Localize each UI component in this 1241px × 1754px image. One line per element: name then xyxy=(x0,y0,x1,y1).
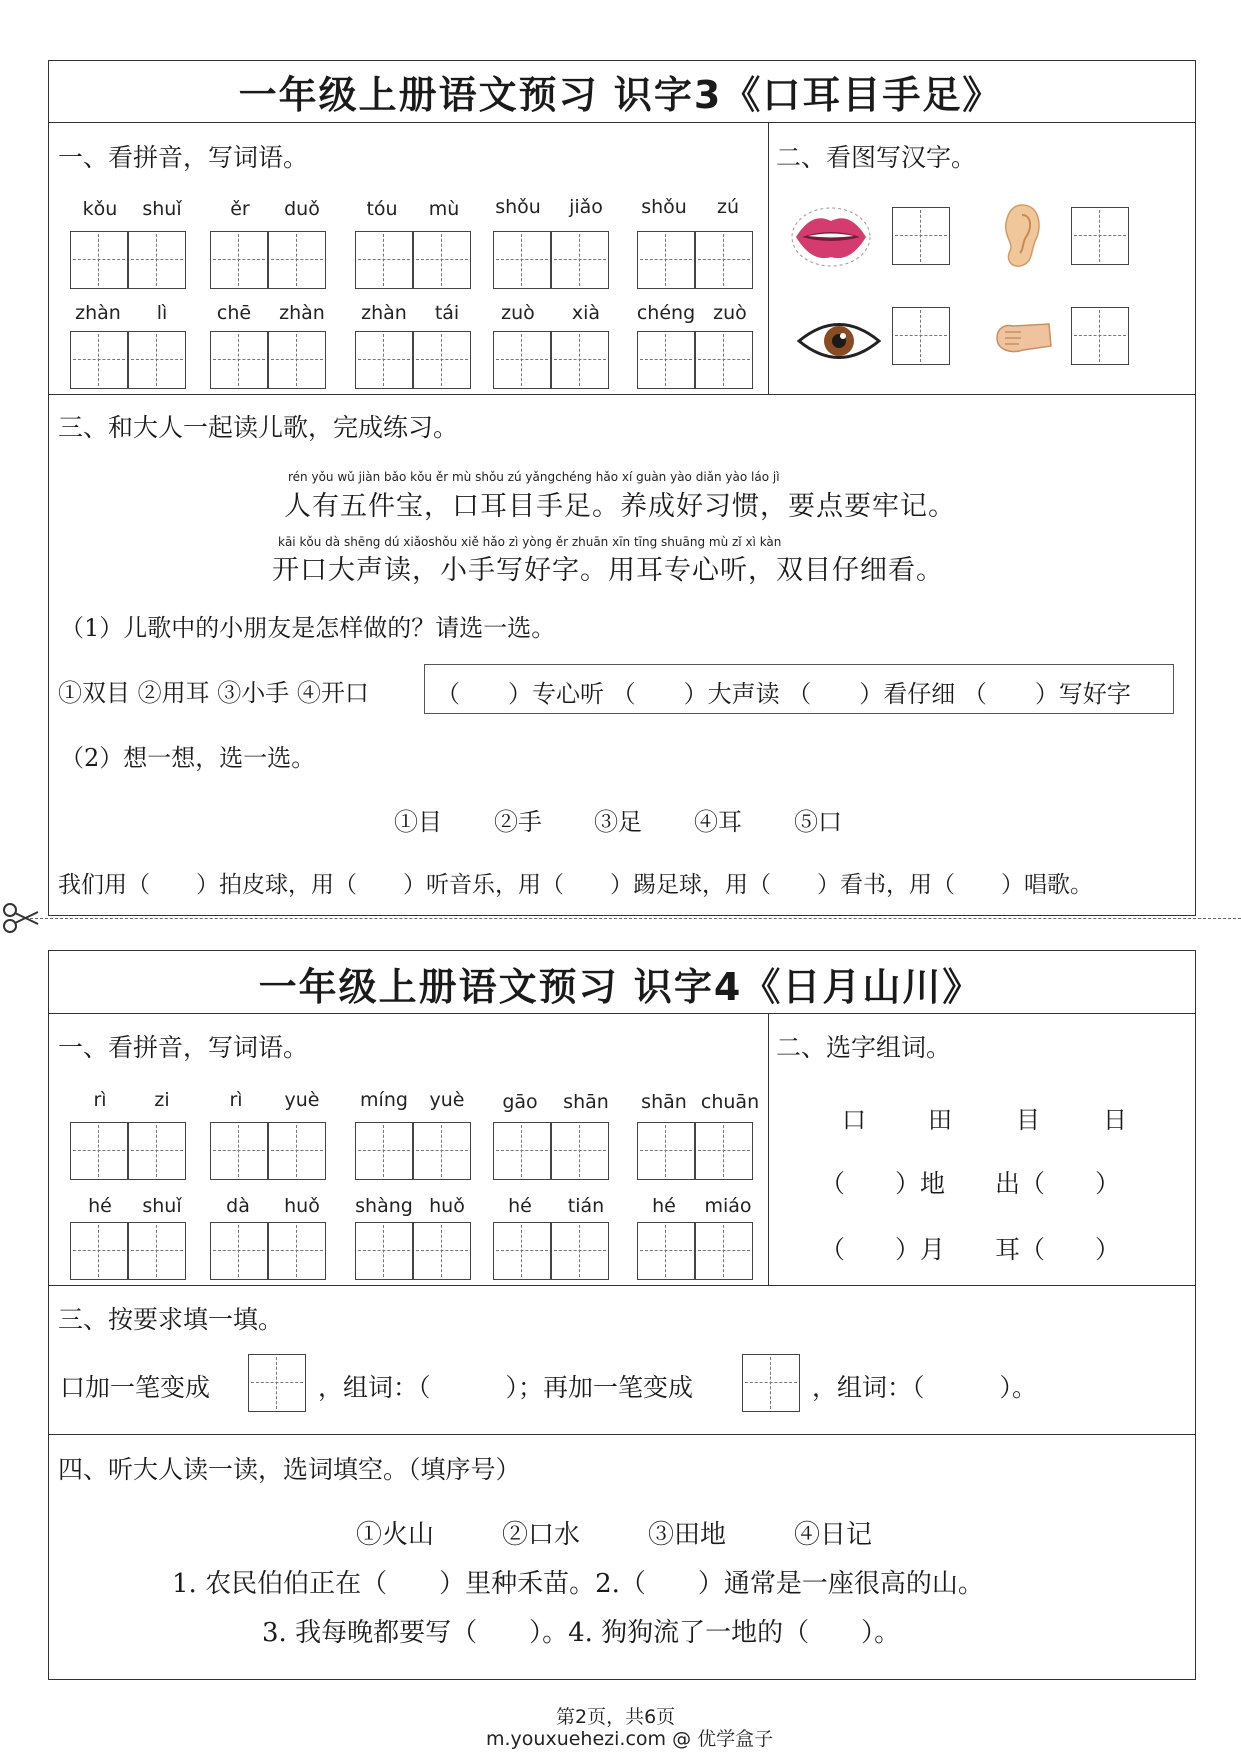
writing-cell[interactable] xyxy=(1071,207,1129,265)
pinyin: hé xyxy=(652,1195,676,1217)
writing-cell[interactable] xyxy=(493,231,551,289)
writing-cell[interactable] xyxy=(493,1222,551,1280)
mouth-image xyxy=(790,205,872,269)
writing-cell[interactable] xyxy=(70,1222,128,1280)
writing-cell[interactable] xyxy=(210,231,268,289)
watermark: m.youxuehezi.com @ 优学盒子 xyxy=(486,1728,774,1750)
pinyin: gāo xyxy=(502,1091,538,1113)
question-2: （2）想一想，选一选。 xyxy=(60,744,316,772)
pinyin: jiǎo xyxy=(569,196,603,218)
writing-cell[interactable] xyxy=(493,331,551,389)
section-2-heading: 二、选字组词。 xyxy=(776,1033,952,1062)
writing-cell[interactable] xyxy=(1071,307,1129,365)
pinyin: rì xyxy=(229,1089,243,1111)
divider xyxy=(48,394,1196,395)
option: ①目 xyxy=(394,808,442,836)
option: ①火山 xyxy=(356,1520,435,1550)
pinyin: chē xyxy=(216,302,252,324)
divider xyxy=(48,1434,1196,1435)
writing-cell[interactable] xyxy=(493,1122,551,1180)
pinyin: shàng xyxy=(355,1195,413,1217)
option: ③足 xyxy=(594,808,642,836)
pinyin: chuān xyxy=(700,1091,760,1113)
option: ④耳 xyxy=(694,808,742,836)
pinyin: dà xyxy=(226,1195,250,1217)
pinyin: duǒ xyxy=(284,198,320,220)
question-1-blanks[interactable]: （ ）专心听 （ ）大声读 （ ）看仔细 （ ）写好字 xyxy=(436,680,1131,708)
poem-pinyin: kāi kǒu dà shēng dú xiǎoshǒu xiě hǎo zì yòng ěr zhuān xīn tīng shuāng mù zǐ xì kàn xyxy=(278,535,782,549)
question-2-sentence[interactable]: 我们用（ ）拍皮球，用（ ）听音乐，用（ ）踢足球，用（ ）看书，用（ ）唱歌。 xyxy=(58,872,1093,898)
word-blank-line[interactable]: （ ）地 出（ ） xyxy=(820,1169,1121,1198)
cut-line xyxy=(30,918,1241,919)
pinyin: zhàn xyxy=(279,302,325,324)
pinyin: hé xyxy=(508,1195,532,1217)
writing-cell[interactable] xyxy=(210,1122,268,1180)
writing-cell[interactable] xyxy=(637,331,695,389)
eye-image xyxy=(797,316,881,366)
page-number: 第2页，共6页 xyxy=(556,1706,676,1728)
pinyin: zú xyxy=(716,196,739,218)
pinyin: chéng xyxy=(636,302,696,324)
option: ②手 xyxy=(494,808,542,836)
writing-cell[interactable] xyxy=(695,1122,753,1180)
writing-cell[interactable] xyxy=(551,1122,609,1180)
pinyin: huǒ xyxy=(284,1195,320,1217)
section-1-heading: 一、看拼音，写词语。 xyxy=(58,1033,309,1062)
writing-cell[interactable] xyxy=(128,1122,186,1180)
writing-cell[interactable] xyxy=(355,231,413,289)
divider xyxy=(48,1285,1196,1286)
writing-cell[interactable] xyxy=(70,1122,128,1180)
char-choice: 田 xyxy=(928,1106,952,1134)
writing-cell[interactable] xyxy=(551,231,609,289)
question-1: （1）儿歌中的小朋友是怎样做的？请选一选。 xyxy=(60,614,556,642)
fill-text[interactable]: ，组词：（ ）。 xyxy=(812,1373,1038,1402)
char-choice: 目 xyxy=(1016,1106,1040,1134)
writing-cell[interactable] xyxy=(892,207,950,265)
section-2-heading: 二、看图写汉字。 xyxy=(776,143,977,172)
pinyin: tái xyxy=(434,302,460,324)
writing-cell[interactable] xyxy=(268,231,326,289)
pinyin: shǒu xyxy=(641,196,687,218)
divider xyxy=(768,1013,769,1285)
pinyin: zuò xyxy=(713,302,747,324)
pinyin: rì xyxy=(93,1089,107,1111)
section-4-heading: 四、听大人读一读，选词填空。（填序号） xyxy=(58,1455,521,1484)
char-choice: 口 xyxy=(842,1106,866,1134)
writing-cell[interactable] xyxy=(695,231,753,289)
pinyin: míng xyxy=(360,1089,408,1111)
question-1-options: ①双目 ②用耳 ③小手 ④开口 xyxy=(58,679,369,707)
writing-cell[interactable] xyxy=(551,1222,609,1280)
pinyin: shān xyxy=(563,1091,609,1113)
poem-pinyin: rén yǒu wǔ jiàn bǎo kǒu ěr mù shǒu zú yǎngchéng hǎo xí guàn yào diǎn yào láo jì xyxy=(288,470,780,484)
ear-image xyxy=(1000,203,1044,269)
pinyin: hé xyxy=(88,1195,112,1217)
writing-cell[interactable] xyxy=(695,331,753,389)
pinyin: miáo xyxy=(704,1195,752,1217)
pinyin: zhàn xyxy=(75,302,121,324)
divider xyxy=(48,1013,1196,1014)
writing-cell[interactable] xyxy=(637,231,695,289)
writing-cell[interactable] xyxy=(742,1354,800,1412)
option: ③田地 xyxy=(648,1520,727,1550)
worksheet-1-title: 一年级上册语文预习 识字3《口耳目手足》 xyxy=(238,73,1003,117)
writing-cell[interactable] xyxy=(128,1222,186,1280)
pinyin: zi xyxy=(154,1089,170,1111)
writing-cell[interactable] xyxy=(210,1222,268,1280)
option: ②口水 xyxy=(502,1520,581,1550)
writing-cell[interactable] xyxy=(355,1122,413,1180)
poem-line: 开口大声读，小手写好字。用耳专心听，双目仔细看。 xyxy=(272,555,944,586)
writing-cell[interactable] xyxy=(268,1122,326,1180)
section-3-heading: 三、按要求填一填。 xyxy=(58,1305,284,1334)
pinyin: shuǐ xyxy=(142,198,182,220)
writing-cell[interactable] xyxy=(551,331,609,389)
writing-cell[interactable] xyxy=(248,1354,306,1412)
option: ④日记 xyxy=(794,1520,873,1550)
pinyin: ěr xyxy=(230,198,250,220)
pinyin: huǒ xyxy=(429,1195,465,1217)
pinyin: tóu xyxy=(366,198,398,220)
pinyin: mù xyxy=(428,198,460,220)
fill-text: 口加一笔变成 xyxy=(60,1373,211,1402)
section-1-heading: 一、看拼音，写词语。 xyxy=(58,143,309,172)
writing-cell[interactable] xyxy=(70,231,128,289)
pinyin: shān xyxy=(641,1091,687,1113)
pinyin: zuò xyxy=(501,302,535,324)
writing-cell[interactable] xyxy=(637,1122,695,1180)
char-choice: 日 xyxy=(1103,1106,1127,1134)
writing-cell[interactable] xyxy=(210,331,268,389)
pinyin: tián xyxy=(567,1195,605,1217)
word-blank-line[interactable]: （ ）月 耳（ ） xyxy=(820,1235,1121,1264)
divider xyxy=(768,122,769,394)
pinyin: kǒu xyxy=(82,198,118,220)
fill-text[interactable]: ，组词：（ ）；再加一笔变成 xyxy=(318,1373,694,1402)
writing-cell[interactable] xyxy=(637,1222,695,1280)
pinyin: xià xyxy=(571,302,601,324)
hand-image xyxy=(993,318,1053,358)
option: ⑤口 xyxy=(794,808,842,836)
writing-cell[interactable] xyxy=(695,1222,753,1280)
writing-cell[interactable] xyxy=(413,231,471,289)
divider xyxy=(48,122,1196,123)
writing-cell[interactable] xyxy=(128,231,186,289)
poem-line: 人有五件宝，口耳目手足。养成好习惯，要点要牢记。 xyxy=(284,491,956,522)
pinyin: shǒu xyxy=(495,196,541,218)
pinyin: yuè xyxy=(429,1089,465,1111)
fill-sentence[interactable]: 3. 我每晚都要写（ ）。4. 狗狗流了一地的（ ）。 xyxy=(262,1618,901,1648)
pinyin: zhàn xyxy=(361,302,407,324)
writing-cell[interactable] xyxy=(413,1222,471,1280)
pinyin: lì xyxy=(156,302,168,324)
fill-sentence[interactable]: 1. 农民伯伯正在（ ）里种禾苗。2.（ ）通常是一座很高的山。 xyxy=(172,1569,984,1599)
writing-cell[interactable] xyxy=(70,331,128,389)
writing-cell[interactable] xyxy=(268,1222,326,1280)
pinyin: shuǐ xyxy=(142,1195,182,1217)
writing-cell[interactable] xyxy=(355,331,413,389)
section-3-heading: 三、和大人一起读儿歌，完成练习。 xyxy=(58,413,459,442)
scissors-icon xyxy=(2,902,40,934)
pinyin: yuè xyxy=(284,1089,320,1111)
writing-cell[interactable] xyxy=(892,307,950,365)
writing-cell[interactable] xyxy=(355,1222,413,1280)
writing-cell[interactable] xyxy=(268,331,326,389)
writing-cell[interactable] xyxy=(413,1122,471,1180)
writing-cell[interactable] xyxy=(128,331,186,389)
worksheet-2-title: 一年级上册语文预习 识字4《日月山川》 xyxy=(258,965,983,1009)
writing-cell[interactable] xyxy=(413,331,471,389)
